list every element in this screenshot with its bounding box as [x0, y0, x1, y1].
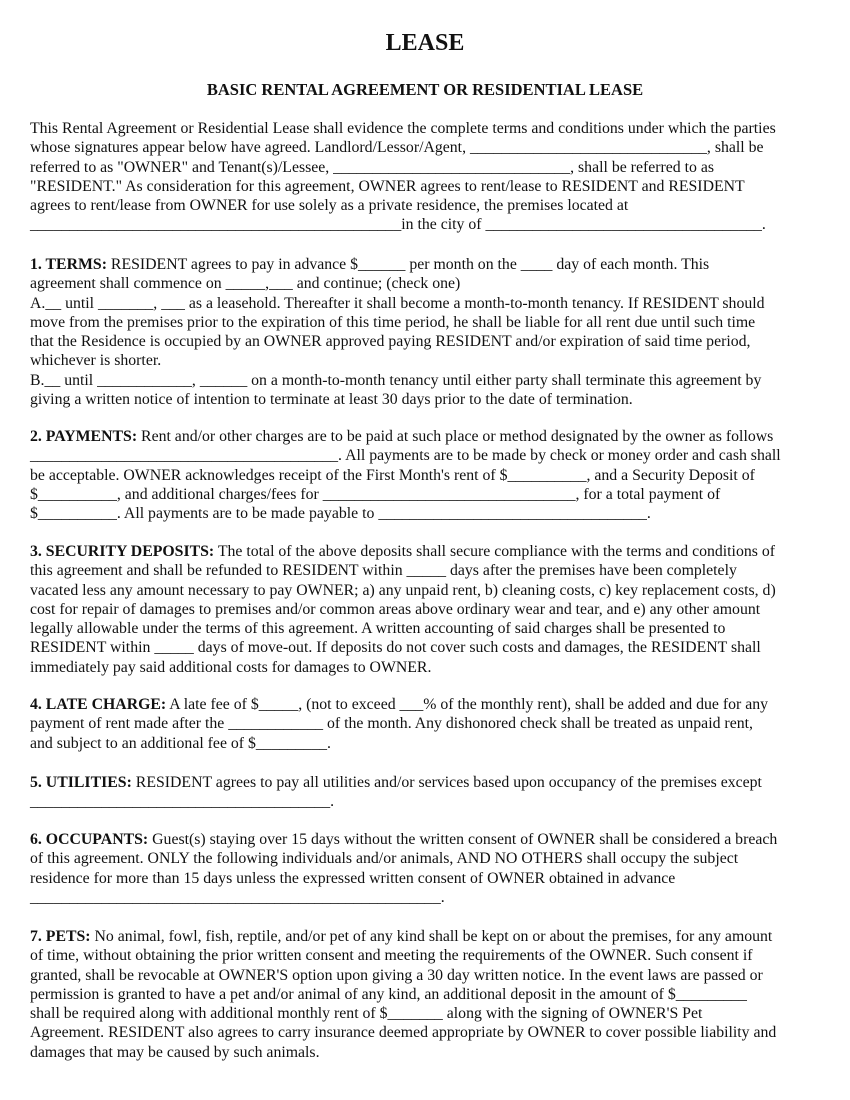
text-line: A.__ until _______, ___ as a leasehold. Thereafter it shall become a month-to-month tenancy. If RESIDENT should: [30, 294, 765, 312]
document-title: LEASE: [385, 30, 465, 56]
section-late-charge: [30, 695, 820, 753]
text-line: $__________. All payments are to be made payable to __________________________________.: [30, 505, 651, 523]
text-line: [30, 927, 820, 946]
text-line: $__________, and additional charges/fees for ________________________________, for a total payment of: [30, 485, 721, 503]
text-line: _______________________________________. All payments are to be made by check or money order and cash shall: [30, 447, 781, 465]
text-line: cost for repair of damages to premises and/or common areas above ordinary wear and tear, and e) any other amount: [30, 600, 761, 618]
section-text: Rent and/or other charges are to be paid at such place or method designated by the owner as follows: [137, 428, 774, 445]
text-line: of this agreement. ONLY the following individuals and/or animals, AND NO OTHERS shall occupy the subject: [30, 850, 739, 868]
text-line: whichever is shorter.: [30, 352, 162, 370]
section-security-deposits: [30, 542, 820, 677]
text-line: This Rental Agreement or Residential Lease shall evidence the complete terms and conditions under which the parties: [30, 120, 776, 137]
text-line: RESIDENT within _____ days of move-out. If deposits do not cover such costs and damages, the RESIDENT shall: [30, 639, 761, 657]
text-line: vacated less any amount necessary to pay OWNER; a) any unpaid rent, b) cleaning costs, c) key replacement costs, d): [30, 581, 776, 599]
document-subtitle: BASIC RENTAL AGREEMENT OR RESIDENTIAL LEASE: [206, 80, 644, 99]
text-line: [30, 542, 820, 561]
section-text: Guest(s) staying over 15 days without the written consent of OWNER shall be considered a breach: [148, 831, 778, 848]
text-line: immediately pay said additional costs for damages to OWNER.: [30, 658, 432, 676]
text-line: shall be required along with additional monthly rent of $_______ along with the signing of OWNER'S Pet: [30, 1005, 703, 1023]
section-heading: 4. LATE CHARGE:: [30, 696, 167, 713]
text-line: agreement shall commence on _____,___ and continue; (check one): [30, 275, 461, 293]
text-line: [30, 695, 820, 714]
text-line: whose signatures appear below have agreed. Landlord/Lessor/Agent, ______________________________, shall be: [30, 139, 764, 157]
text-line: that the Residence is occupied by an OWNER approved paying RESIDENT and/or expiration of said time period,: [30, 333, 751, 351]
text-line: legally allowable under the terms of this agreement. A written accounting of said charges shall be presented to: [30, 620, 726, 638]
text-line: _______________________________________________in the city of ___________________________________.: [30, 216, 766, 234]
section-text: A late fee of $_____, (not to exceed ___% of the monthly rent), shall be added and due for any: [166, 696, 769, 713]
text-line: residence for more than 15 days unless the expressed written consent of OWNER obtained in advance: [30, 869, 676, 887]
text-line: granted, shall be revocable at OWNER'S option upon giving a 30 day written notice. In the event laws are passed or: [30, 966, 763, 984]
text-line: permission is granted to have a pet and/or animal of any kind, an additional deposit in the amount of $_________: [30, 985, 747, 1003]
section-text: The total of the above deposits shall secure compliance with the terms and conditions of: [214, 543, 775, 560]
text-line: payment of rent made after the ____________ of the month. Any dishonored check shall be treated as unpaid rent,: [30, 715, 753, 733]
text-line: Agreement. RESIDENT also agrees to carry insurance deemed appropriate by OWNER to cover possible liability and: [30, 1024, 777, 1042]
section-heading: 3. SECURITY DEPOSITS:: [30, 543, 215, 560]
text-line: [30, 255, 820, 274]
text-line: giving a written notice of intention to terminate at least 30 days prior to the date of termination.: [30, 391, 633, 409]
text-line: [30, 773, 820, 792]
section-text: RESIDENT agrees to pay in advance $______ per month on the ____ day of each month. This: [106, 256, 710, 273]
section-heading: 1. TERMS:: [30, 256, 107, 273]
section-heading: 2. PAYMENTS:: [30, 428, 138, 445]
text-line: be acceptable. OWNER acknowledges receipt of the First Month's rent of $__________, and a Security Deposit of: [30, 466, 755, 484]
section-heading: 7. PETS:: [30, 928, 91, 945]
section-payments: [30, 427, 820, 523]
text-line: agrees to rent/lease from OWNER for use solely as a private residence, the premises located at: [30, 197, 629, 215]
section-text: RESIDENT agrees to pay all utilities and/or services based upon occupancy of the premises except: [131, 774, 762, 791]
text-line: damages that may be caused by such animals.: [30, 1043, 320, 1061]
section-text: No animal, fowl, fish, reptile, and/or pet of any kind shall be kept on or about the premises, for any amount: [90, 928, 773, 945]
section-terms: [30, 255, 820, 409]
text-line: B.__ until ____________, ______ on a month-to-month tenancy until either party shall terminate this agreement by: [30, 371, 762, 389]
text-line: and subject to an additional fee of $_________.: [30, 734, 331, 752]
section-occupants: [30, 830, 820, 907]
text-line: [30, 427, 820, 446]
intro-paragraph: [30, 119, 820, 235]
text-line: referred to as "OWNER" and Tenant(s)/Lessee, ______________________________, shall be referred to as: [30, 158, 715, 176]
section-utilities: [30, 773, 820, 812]
text-line: [30, 830, 820, 849]
section-pets: [30, 927, 820, 1062]
text-line: move from the premises prior to the expiration of this time period, he shall be liable for all rent due until such time: [30, 313, 756, 331]
text-line: ____________________________________________________.: [30, 888, 445, 906]
text-line: of time, without obtaining the prior written consent and meeting the requirements of the OWNER. Such consent if: [30, 947, 753, 965]
text-line: this agreement and shall be refunded to RESIDENT within _____ days after the premises have been completely: [30, 562, 737, 580]
section-heading: 5. UTILITIES:: [30, 774, 132, 791]
text-line: "RESIDENT." As consideration for this agreement, OWNER agrees to rent/lease to RESIDENT and RESIDENT: [30, 177, 745, 195]
section-heading: 6. OCCUPANTS:: [30, 831, 149, 848]
text-line: ______________________________________.: [30, 793, 335, 811]
